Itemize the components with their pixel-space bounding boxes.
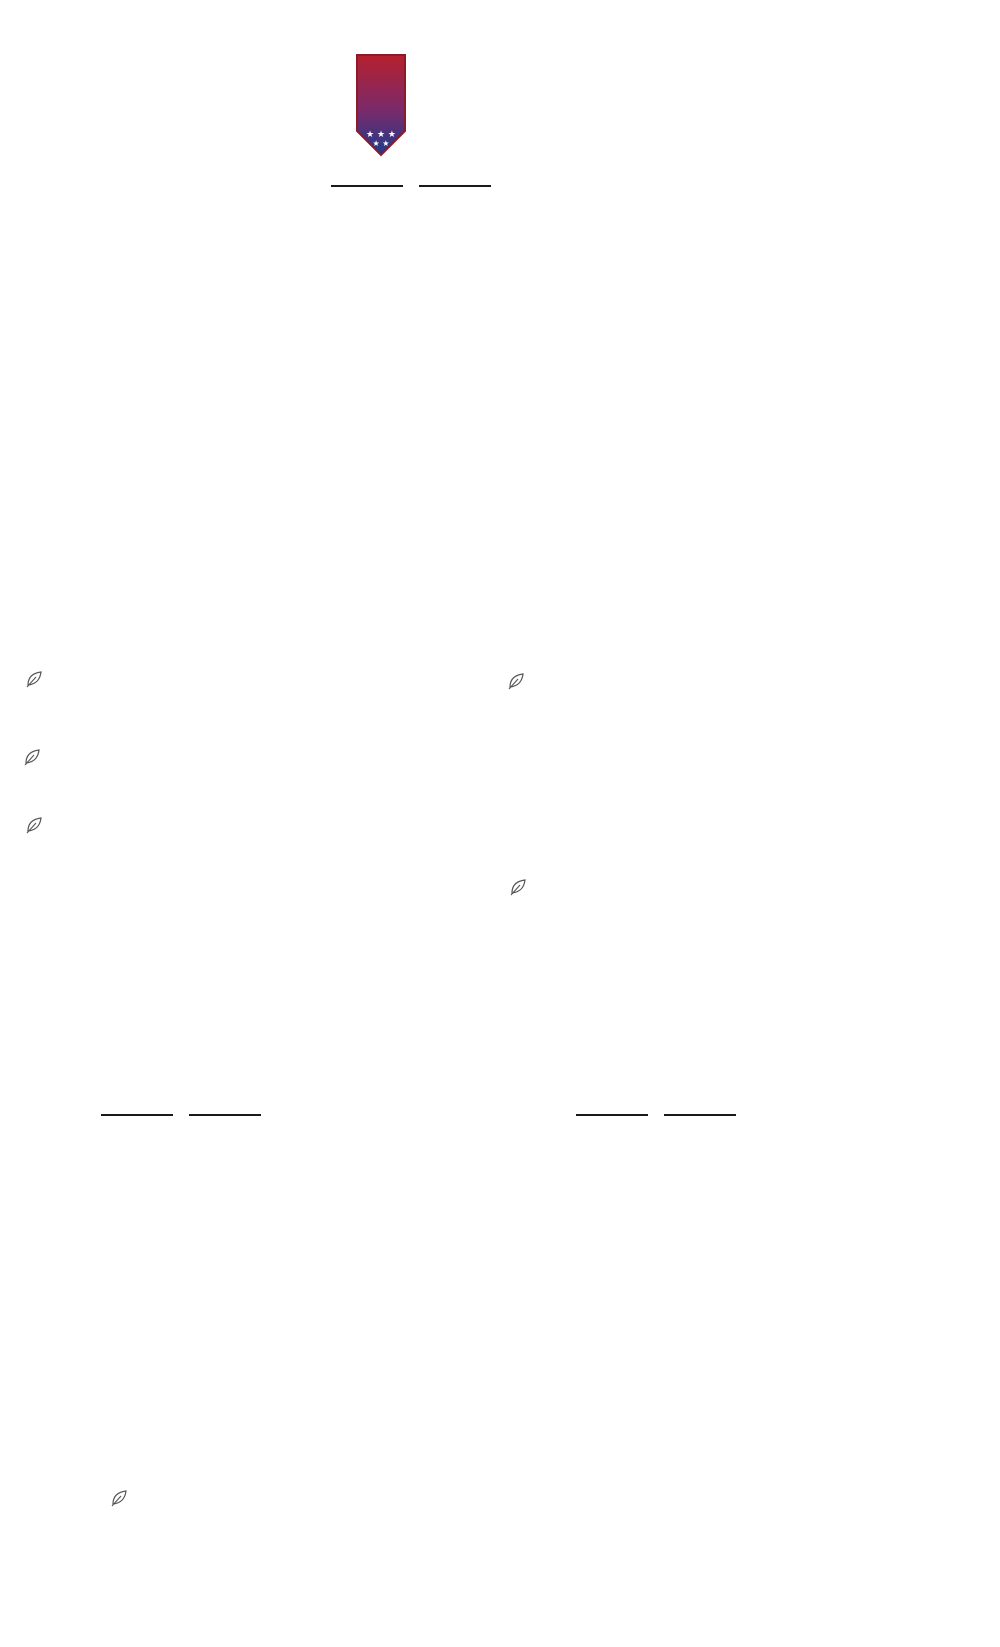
vegetarian-leaf-icon [25,670,43,688]
menu-item [534,256,974,266]
salads-heading [576,1114,736,1116]
menu-item [47,1212,487,1222]
menu-item [50,818,490,828]
heading-rule-left [576,1114,648,1116]
menu-item [50,894,490,904]
menu-item [534,472,974,482]
tacos-heading [101,1114,261,1116]
vegetarian-leaf-icon [509,878,527,896]
menu-item [532,674,972,684]
menu-item [47,1122,487,1132]
menu-item [47,429,487,439]
menu-item [46,256,486,266]
menu-item [534,603,974,613]
menu-item [48,750,488,760]
appetizers-heading [331,185,491,187]
menu-item [534,1122,974,1132]
menu-item [47,342,487,352]
menu-item [534,880,974,890]
vegetarian-leaf-icon [25,816,43,834]
menu-item [534,362,974,372]
heading-rule-right [419,185,491,187]
heading-rule-left [101,1114,173,1116]
menu-item [47,513,487,523]
vegetarian-leaf-icon [23,748,41,766]
svg-text:★ ★ ★: ★ ★ ★ [366,130,396,140]
item-description [534,279,934,301]
ff-shield-logo [355,53,407,157]
vegetarian-leaf-icon [110,1489,128,1507]
menu-item [534,1212,974,1222]
size-price-row [534,279,934,301]
heading-rule-left [331,185,403,187]
heading-rule-right [664,1114,736,1116]
menu-item [534,797,974,807]
heading-rule-right [189,1114,261,1116]
menu-item [47,603,487,613]
vegetarian-leaf-icon [507,672,525,690]
menu-item [50,672,490,682]
svg-text:★ ★: ★ ★ [372,139,390,148]
